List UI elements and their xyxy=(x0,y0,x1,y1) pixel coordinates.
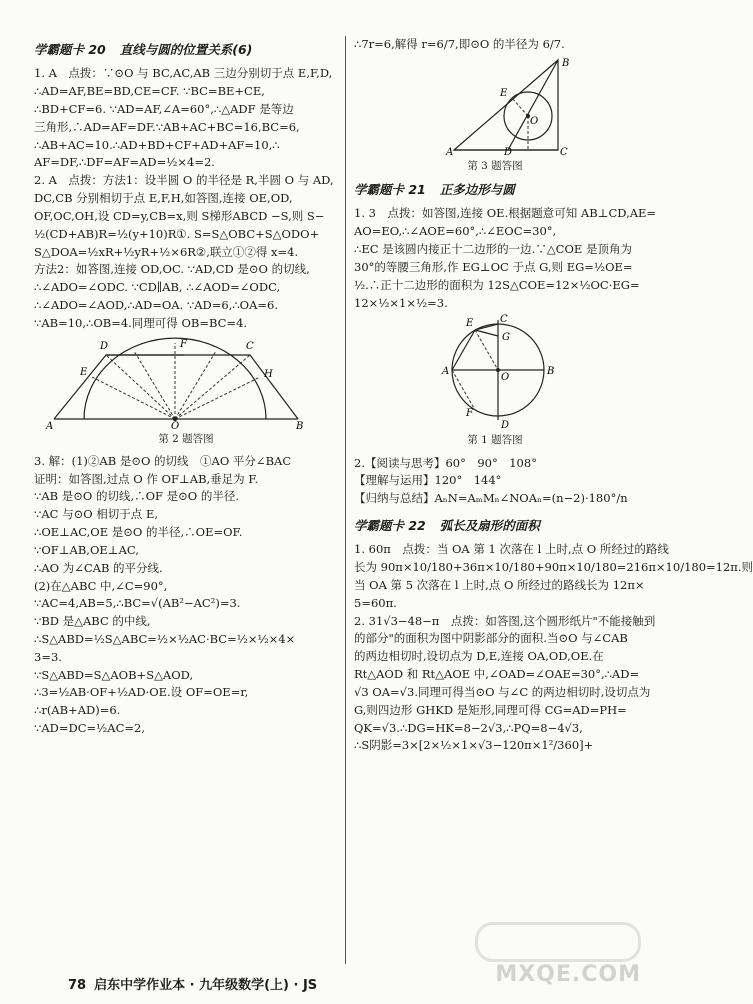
text-line: ∴S△ABD=½S△ABC=½×½AC·BC=½×½×4× xyxy=(34,631,296,646)
text-line: 5=60π. xyxy=(354,595,397,610)
text-line: 长为 90π×10/180+36π×10/180+90π×10/180=216π×10/180=12π.则 xyxy=(354,560,753,575)
fig2-label: E xyxy=(80,366,88,378)
text-line: QK=√3.∴DG=HK=8−2√3,∴PQ=8−4√3, xyxy=(354,720,583,735)
text-line: ∵BD 是△ABC 的中线, xyxy=(34,614,151,629)
text-line: 2.【阅读与思考】60° 90° 108° xyxy=(354,455,537,470)
page-footer xyxy=(10,976,317,996)
fig3-label: B xyxy=(562,57,570,69)
text-line: ∴S阴影=3×[2×½×1×√3−120π×1²/360]+ xyxy=(354,738,594,753)
card-title: 学霸题卡 21 xyxy=(354,182,426,198)
card-topic: 弧长及扇形的面积 xyxy=(439,518,540,534)
figure-q2 xyxy=(34,333,334,432)
text-line: 方法2：如答图,连接 OD,OC. ∵AD,CD 是⊙O 的切线, xyxy=(34,262,310,277)
answer-block-20c xyxy=(354,36,636,54)
column-divider xyxy=(345,36,346,964)
fig2-label: H xyxy=(264,368,273,380)
fig1-label: E xyxy=(466,318,474,330)
text-line: ∴∠ADO=∠AOD,∴AD=OA. ∵AD=6,∴OA=6. xyxy=(34,297,279,312)
text-line: √3 OA=√3.同理可得当⊙O 与∠C 的两边相切时,设切点为 xyxy=(354,684,651,699)
text-line: G,则四边形 GHKD 是矩形,同理可得 CG=AD=PH= xyxy=(354,702,627,717)
fig2-label: F xyxy=(180,338,187,350)
text-line: OF,OC,OH,设 CD=y,CB=x,则 S梯形ABCD −S,则 S− xyxy=(34,208,325,223)
fig1-label: O xyxy=(501,372,510,384)
fig1-label: G xyxy=(502,332,510,344)
text-line: ½(CD+AB)R=½(y+10)R①. S=S△OBC+S△ODO+ xyxy=(34,226,320,241)
answer-block-20a xyxy=(34,65,338,332)
fig2-label: C xyxy=(246,340,254,352)
fig1-label: D xyxy=(501,420,510,432)
text-line: ∴OE⊥AC,OE 是⊙O 的半径,∴OE=OF. xyxy=(34,525,243,540)
text-line: 证明：如答图,过点 O 作 OF⊥AB,垂足为 F. xyxy=(34,471,259,486)
text-line: 3. 解：(1)②AB 是⊙O 的切线 ①AO 平分∠BAC xyxy=(34,453,292,468)
text-line: ∵AC=4,AB=5,∴BC=√(AB²−AC²)=3. xyxy=(34,596,241,611)
text-line: 的两边相切时,设切点为 D,E,连接 OA,OD,OE.在 xyxy=(354,649,604,664)
fig3-label: O xyxy=(530,115,539,127)
figure-q3 xyxy=(354,54,634,156)
answer-block-22 xyxy=(354,541,753,755)
answer-block-20b xyxy=(34,453,338,738)
text-line: 当 OA 第 5 次落在 l 上时,点 O 所经过的路线长为 12π× xyxy=(354,578,645,593)
card-title: 学霸题卡 20 xyxy=(34,42,106,57)
text-line: 【归纳与总结】AₙN=AₘMₙ∠NOAₙ=(n−2)·180°/n xyxy=(354,491,628,506)
text-line: ∴EC 是该圆内接正十二边形的一边.∵△COE 是顶角为 xyxy=(354,242,632,257)
fig1-label: B xyxy=(547,366,555,378)
text-line: ∵AB 是⊙O 的切线,∴OF 是⊙O 的半径. xyxy=(34,489,240,504)
figure-caption-2: 第 2 题答图 xyxy=(158,432,214,445)
text-line: ∵S△ABD=S△AOB+S△AOD, xyxy=(34,667,194,682)
text-line: 2. 31√3−48−π 点拨：如答图,这个圆形纸片"不能接触到 xyxy=(354,613,656,628)
book-title: 启东中学作业本 · 九年级数学(上) · JS xyxy=(94,977,318,993)
text-line: 的部分"的面积为图中阴影部分的面积.当⊙O 与∠CAB xyxy=(354,631,628,646)
text-line: ∵AD=DC=½AC=2, xyxy=(34,721,145,736)
text-line: ½.∴正十二边形的面积为 12S△COE=12×½OC·EG= xyxy=(354,277,640,292)
text-line: 12×½×1×½=3. xyxy=(354,295,448,310)
text-line: ∴BD+CF=6. ∵AD=AF,∠A=60°,∴△ADF 是等边 xyxy=(34,102,294,116)
fig2-label: O xyxy=(171,420,180,432)
text-line: ∵AC 与⊙O 相切于点 E, xyxy=(34,507,159,522)
figure-q1 xyxy=(354,312,634,430)
text-line: DC,CB 分别相切于点 E,F,H,如答图,连接 OE,OD, xyxy=(34,191,293,206)
text-line: ∵AB=10,∴OB=4.同理可得 OB=BC=4. xyxy=(34,315,248,330)
fig3-label: E xyxy=(500,87,508,99)
fig2-label: D xyxy=(100,340,109,352)
fig3-label: A xyxy=(446,146,454,158)
text-line: AO=EO,∴∠AOE=60°,∴∠EOC=30°, xyxy=(354,224,557,239)
text-line: 【理解与运用】120° 144° xyxy=(354,473,502,488)
fig1-label: A xyxy=(442,366,450,378)
figure-caption-1: 第 1 题答图 xyxy=(467,434,523,447)
text-line: S△DOA=½xR+½yR+½×6R②,联立①②得 x=4. xyxy=(34,244,299,259)
text-line: (2)在△ABC 中,∠C=90°, xyxy=(34,578,168,593)
card-topic: 正多边形与圆 xyxy=(439,182,515,198)
text-line: 3=3. xyxy=(34,649,62,664)
text-line: ∴AD=AF,BE=BD,CE=CF. ∵BC=BE+CE, xyxy=(34,84,265,99)
watermark-badge xyxy=(475,922,641,962)
answer-block-21b xyxy=(354,455,636,508)
left-column xyxy=(34,36,338,738)
text-line: ∴r(AB+AD)=6. xyxy=(34,703,121,718)
card-topic: 直线与圆的位置关系(6) xyxy=(119,42,253,57)
fig3-label: C xyxy=(560,146,568,158)
text-line: ∴AB+AC=10.∴AD+BD+CF+AD+AF=10,∴ xyxy=(34,137,280,152)
text-line: ∴∠ADO=∠ODC. ∵CD∥AB, ∴∠AOD=∠ODC, xyxy=(34,280,281,295)
text-line: 1. A 点拨：∵⊙O 与 BC,AC,AB 三边分别切于点 E,F,D, xyxy=(34,66,333,81)
text-line: AF=DF,∴DF=AF=AD=½×4=2. xyxy=(34,155,215,170)
card-title: 学霸题卡 22 xyxy=(354,518,426,534)
answer-block-21a xyxy=(354,205,657,312)
figure-caption-3: 第 3 题答图 xyxy=(467,159,523,172)
text-line: 三角形,∴AD=AF=DF.∵AB+AC+BC=16,BC=6, xyxy=(34,119,300,134)
section-header-22 xyxy=(354,516,636,535)
page-number: 78 xyxy=(68,977,87,993)
fig1-label: F xyxy=(466,408,473,420)
fig3-label: D xyxy=(504,146,513,158)
section-header-20 xyxy=(34,40,338,59)
text-line: 30°的等腰三角形,作 EG⊥OC 于点 G,则 EG=½OE= xyxy=(354,259,633,274)
right-column xyxy=(354,36,753,755)
text-line: ∴7r=6,解得 r=6/7,即⊙O 的半径为 6/7. xyxy=(354,37,565,51)
text-line: ∴3=½AB·OF+½AD·OE.设 OF=OE=r, xyxy=(34,685,249,700)
text-line: 2. A 点拨：方法1：设半圆 O 的半径是 R,半圆 O 与 AD, xyxy=(34,173,334,188)
fig2-label: A xyxy=(46,420,54,432)
text-line: 1. 3 点拨：如答图,连接 OE.根据题意可知 AB⊥CD,AE= xyxy=(354,206,657,221)
watermark-text: MXQE.COM xyxy=(495,961,641,987)
text-line: ∵OF⊥AB,OE⊥AC, xyxy=(34,542,139,557)
fig1-label: C xyxy=(500,314,508,326)
text-line: ∴AO 为∠CAB 的平分线. xyxy=(34,560,163,575)
section-header-21 xyxy=(354,180,636,199)
text-line: Rt△AOD 和 Rt△AOE 中,∠OAD=∠OAE=30°,∴AD= xyxy=(354,667,640,682)
fig2-label: B xyxy=(296,420,304,432)
text-line: 1. 60π 点拨：当 OA 第 1 次落在 l 上时,点 O 所经过的路线 xyxy=(354,542,669,557)
